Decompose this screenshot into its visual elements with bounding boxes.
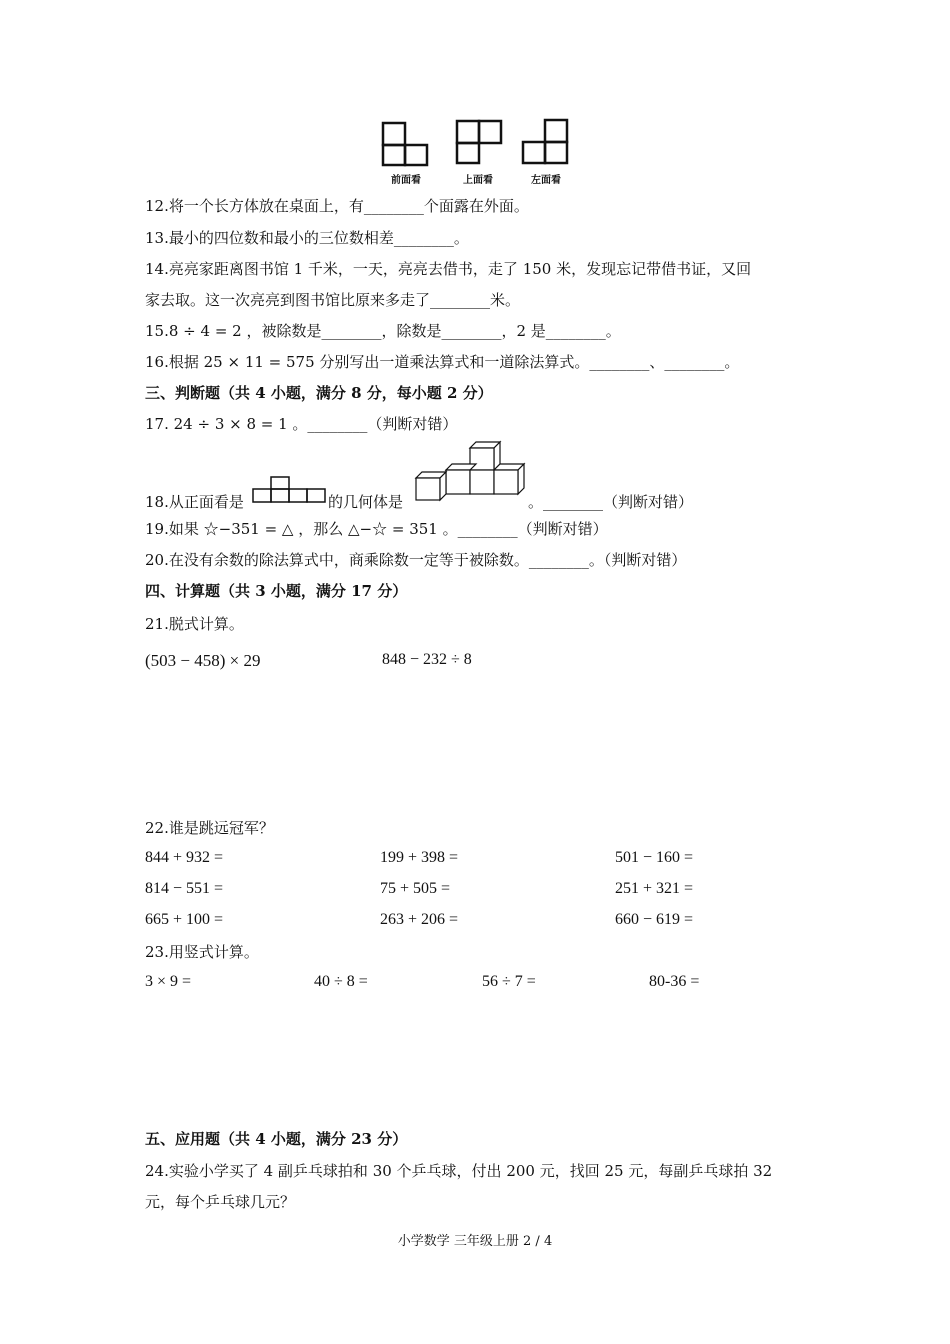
q23-item-3: 56 ÷ 7 = xyxy=(482,973,536,990)
q18-solid-figure xyxy=(414,440,526,502)
top-view-drawing xyxy=(457,121,501,163)
front-view-label: 前面看 xyxy=(391,175,421,186)
question-24-line-2: 元，每个乒乓球几元？ xyxy=(145,1193,296,1211)
question-18 xyxy=(145,492,244,512)
question-22: 22.谁是跳远冠军？ xyxy=(145,819,274,837)
section-3-heading: 三、判断题（共 4 小题，满分 8 分，每小题 2 分） xyxy=(145,384,493,402)
question-14-line-1: 14.亮亮家距离图书馆 1 千米，一天，亮亮去借书，走了 150 米，发现忘记带借书证，又回 xyxy=(145,260,752,278)
q22-row3-col2: 263 + 206 = xyxy=(380,911,459,928)
question-12: 12.将一个长方体放在桌面上，有________个面露在外面。 xyxy=(145,197,529,215)
left-view-label: 左面看 xyxy=(531,175,561,186)
q23-item-4: 80-36 = xyxy=(649,973,700,990)
question-18-part-a: 18.从正面看是 xyxy=(145,493,244,511)
q22-row1-col2: 199 + 398 = xyxy=(380,849,459,866)
front-view-drawing xyxy=(383,123,427,165)
q21-expression-1: (503 − 458) × 29 xyxy=(145,651,261,670)
q22-row3-col1: 665 + 100 = xyxy=(145,911,224,928)
q22-row3-col3: 660 − 619 = xyxy=(615,911,694,928)
q22-row2-col1: 814 − 551 = xyxy=(145,880,224,897)
question-20: 20.在没有余数的除法算式中，商乘除数一定等于被除数。________。（判断对错） xyxy=(145,551,687,569)
question-14-line-2: 家去取。这一次亮亮到图书馆比原来多走了________米。 xyxy=(145,291,521,309)
q22-row1-col3: 501 − 160 = xyxy=(615,849,694,866)
q21-expression-2: 848 − 232 ÷ 8 xyxy=(382,651,472,668)
question-23: 23.用竖式计算。 xyxy=(145,943,259,961)
three-view-figure xyxy=(380,115,580,187)
question-18-part-b: 的几何体是 xyxy=(328,493,404,511)
q18-front-view-figure xyxy=(252,476,326,504)
q22-row2-col3: 251 + 321 = xyxy=(615,880,694,897)
question-18-part-c: 。________（判断对错） xyxy=(528,493,694,511)
question-24-line-1: 24.实验小学买了 4 副乒乓球拍和 30 个乒乓球，付出 200 元，找回 25 元，每副乒乓球拍 32 xyxy=(145,1162,773,1180)
question-19: 19.如果 ☆−351 = △ ，那么 △−☆ = 351 。________（判断对错） xyxy=(145,520,608,538)
question-17: 17. 24 ÷ 3 × 8 = 1 。________（判断对错） xyxy=(145,415,458,433)
q22-row2-col2: 75 + 505 = xyxy=(380,880,451,897)
q22-row1-col1: 844 + 932 = xyxy=(145,849,224,866)
question-21: 21.脱式计算。 xyxy=(145,615,244,633)
question-15: 15.8 ÷ 4 = 2 ，被除数是________，除数是________，2 是________。 xyxy=(145,322,621,340)
page-footer: 小学数学 三年级上册 2 / 4 xyxy=(397,1234,553,1249)
section-5-heading: 五、应用题（共 4 小题，满分 23 分） xyxy=(145,1130,408,1148)
question-13: 13.最小的四位数和最小的三位数相差________。 xyxy=(145,229,469,247)
three-view-drawings xyxy=(380,115,580,171)
q23-item-1: 3 × 9 = xyxy=(145,973,192,990)
left-view-drawing xyxy=(523,120,567,163)
section-4-heading: 四、计算题（共 3 小题，满分 17 分） xyxy=(145,582,408,600)
top-view-label: 上面看 xyxy=(463,175,493,186)
q23-item-2: 40 ÷ 8 = xyxy=(314,973,368,990)
question-16: 16.根据 25 × 11 = 575 分别写出一道乘法算式和一道除法算式。________、________。 xyxy=(145,353,740,371)
